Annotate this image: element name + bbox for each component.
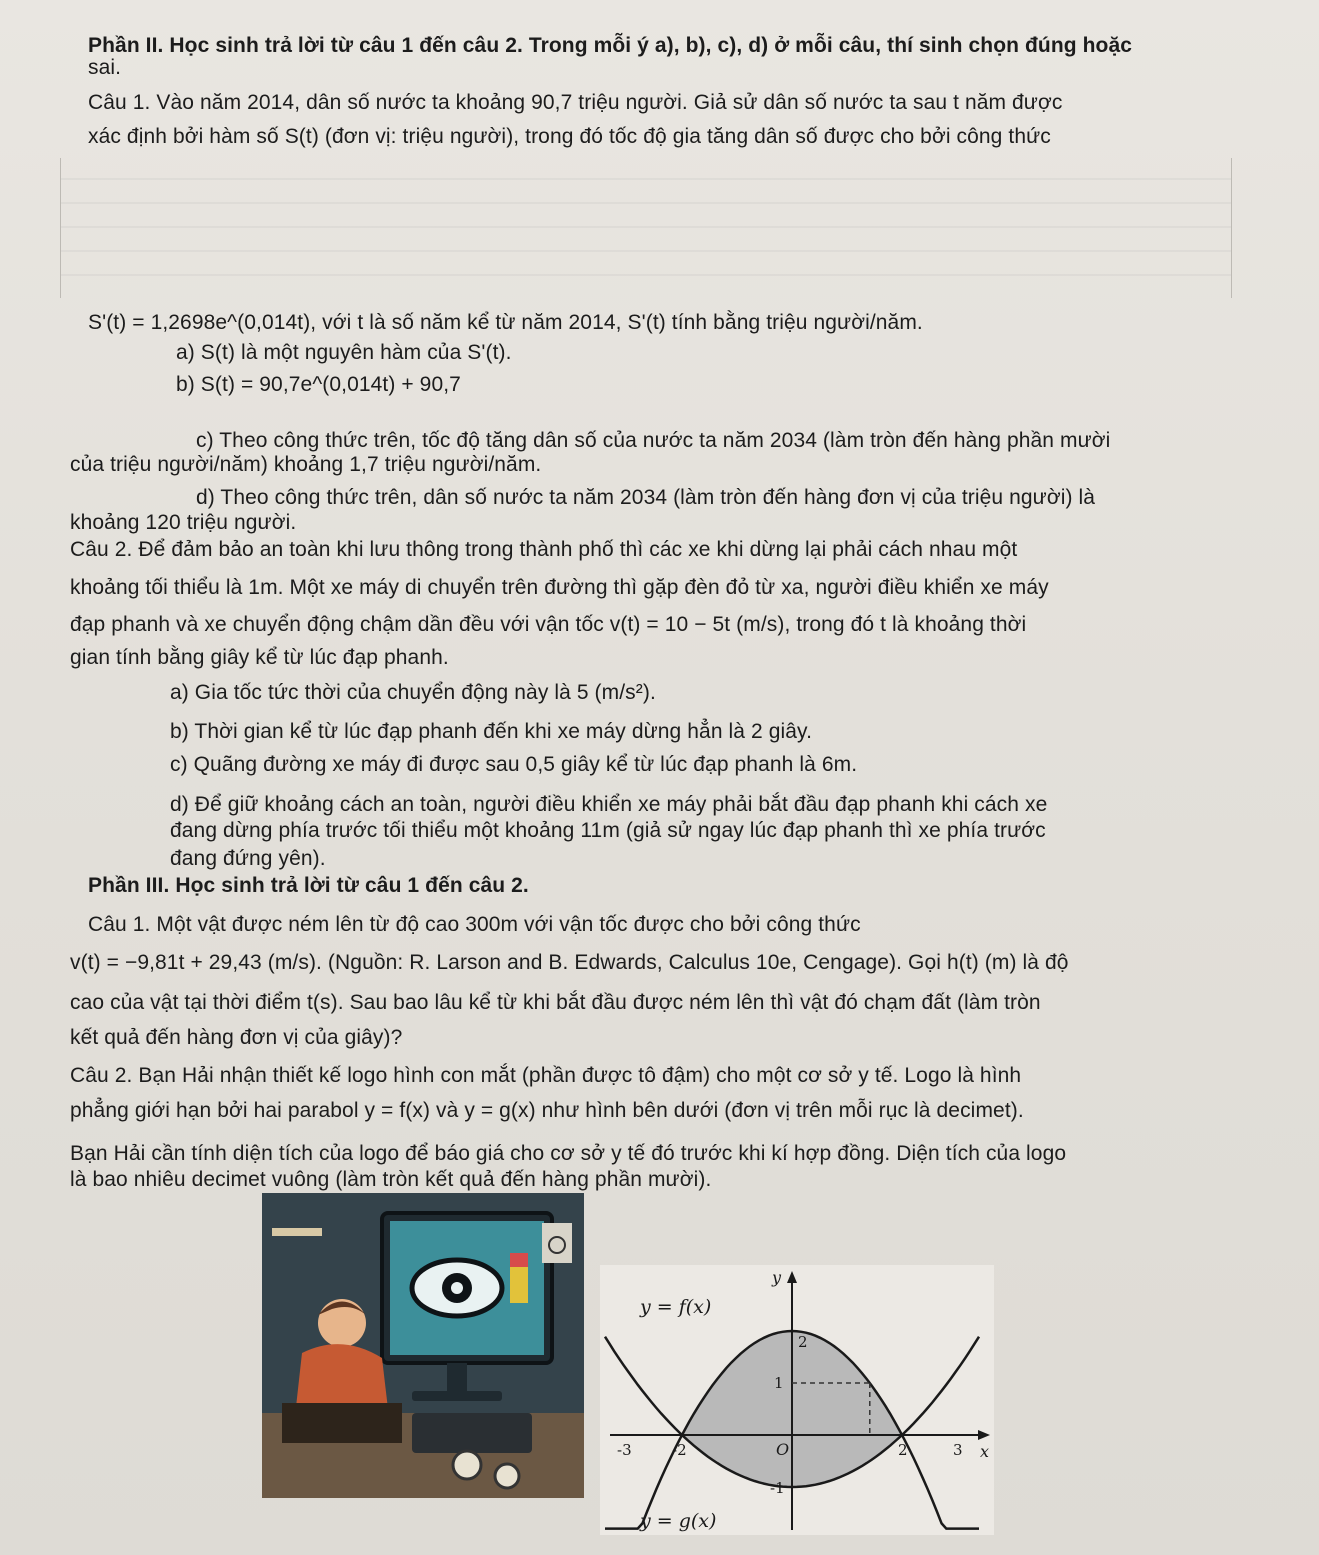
p2-q2-option-d-line2: đang dừng phía trước tối thiểu một khoảng 11m (giả sử ngay lúc đạp phanh thì xe phía trước bbox=[170, 819, 1046, 842]
p2-q1-line1: Câu 1. Vào năm 2014, dân số nước ta khoảng 90,7 triệu người. Giả sử dân số nước ta sau t năm được bbox=[88, 91, 1063, 114]
y-axis-label: y bbox=[772, 1268, 782, 1287]
illustration-drawing bbox=[262, 1193, 584, 1498]
p2-q1-option-a: a) S(t) là một nguyên hàm của S'(t). bbox=[176, 341, 512, 364]
f-curve-label: y = f(x) bbox=[640, 1296, 712, 1318]
p3-q2-line4: là bao nhiêu decimet vuông (làm tròn kết quả đến hàng phần mười). bbox=[70, 1168, 712, 1191]
p3-q1-line4: kết quả đến hàng đơn vị của giây)? bbox=[70, 1026, 403, 1049]
origin-label: O bbox=[776, 1440, 790, 1459]
p3-q1-line1: Câu 1. Một vật được ném lên từ độ cao 300m với vận tốc được cho bởi công thức bbox=[88, 913, 861, 936]
p2-q1-option-c-line1: c) Theo công thức trên, tốc độ tăng dân số của nước ta năm 2034 (làm tròn đến hàng phần mười bbox=[196, 429, 1111, 452]
p3-q2-line3: Bạn Hải cần tính diện tích của logo để báo giá cho cơ sở y tế đó trước khi kí hợp đồng. Diện tích của logo bbox=[70, 1142, 1067, 1165]
parabola-graph bbox=[600, 1265, 994, 1535]
tick-label-y-neg1: -1 bbox=[770, 1479, 785, 1497]
p2-q1-formula: S'(t) = 1,2698e^(0,014t), với t là số năm kể từ năm 2014, S'(t) tính bằng triệu người/năm. bbox=[88, 311, 923, 334]
p2-q1-option-d-line1: d) Theo công thức trên, dân số nước ta năm 2034 (làm tròn đến hàng đơn vị của triệu người) là bbox=[196, 486, 1096, 509]
graph-svg bbox=[600, 1265, 994, 1535]
p2-q1-option-b: b) S(t) = 90,7e^(0,014t) + 90,7 bbox=[176, 373, 461, 396]
p3-q1-line3: cao của vật tại thời điểm t(s). Sau bao lâu kể từ khi bắt đầu được ném lên thì vật đó chạm đất (làm tròn bbox=[70, 991, 1041, 1014]
p2-q2-line2: khoảng tối thiểu là 1m. Một xe máy di chuyển trên đường thì gặp đèn đỏ từ xa, người điều khiển xe máy bbox=[70, 576, 1049, 599]
tick-label-x-3: 3 bbox=[953, 1441, 963, 1459]
p2-q2-line3: đạp phanh và xe chuyển động chậm dần đều với vận tốc v(t) = 10 − 5t (m/s), trong đó t là khoảng thời bbox=[70, 613, 1027, 636]
p2-q2-option-c: c) Quãng đường xe máy đi được sau 0,5 giây kể từ lúc đạp phanh là 6m. bbox=[170, 753, 858, 776]
p2-q2-option-a: a) Gia tốc tức thời của chuyển động này là 5 (m/s²). bbox=[170, 681, 656, 704]
p2-q1-option-d-line2: khoảng 120 triệu người. bbox=[70, 511, 297, 534]
part2-heading: Phần II. Học sinh trả lời từ câu 1 đến câu 2. Trong mỗi ý a), b), c), d) ở mỗi câu, thí sinh chọn đúng hoặc bbox=[88, 34, 1133, 57]
x-axis-label: x bbox=[980, 1442, 990, 1461]
part2-heading-cont: sai. bbox=[88, 56, 122, 79]
p2-q2-option-d-line3: đang đứng yên). bbox=[170, 847, 326, 870]
designer-illustration bbox=[262, 1193, 584, 1498]
p3-q2-line2: phẳng giới hạn bởi hai parabol y = f(x) và y = g(x) như hình bên dưới (đơn vị trên mỗi rục là decimet). bbox=[70, 1099, 1024, 1122]
g-curve-label: y = g(x) bbox=[640, 1510, 717, 1532]
tick-label-x-neg2: -2 bbox=[672, 1441, 687, 1459]
tick-label-y-1: 1 bbox=[774, 1374, 784, 1392]
p2-q1-option-c-line2: của triệu người/năm) khoảng 1,7 triệu người/năm. bbox=[70, 453, 542, 476]
p2-q2-option-b: b) Thời gian kể từ lúc đạp phanh đến khi xe máy dừng hẳn là 2 giây. bbox=[170, 720, 813, 743]
p3-q1-line2: v(t) = −9,81t + 29,43 (m/s). (Nguồn: R. Larson and B. Edwards, Calculus 10e, Cengage). Gọi h(t) (m) là độ bbox=[70, 951, 1069, 974]
part3-heading: Phần III. Học sinh trả lời từ câu 1 đến câu 2. bbox=[88, 874, 529, 897]
p2-q2-option-d-line1: d) Để giữ khoảng cách an toàn, người điều khiển xe máy phải bắt đầu đạp phanh khi cách xe bbox=[170, 793, 1048, 816]
tick-label-x-neg3: -3 bbox=[617, 1441, 632, 1459]
tick-label-y-2: 2 bbox=[798, 1333, 808, 1351]
p3-q2-line1: Câu 2. Bạn Hải nhận thiết kế logo hình con mắt (phần được tô đậm) cho một cơ sở y tế. Logo là hình bbox=[70, 1064, 1022, 1087]
p2-q1-line2: xác định bởi hàm số S(t) (đơn vị: triệu người), trong đó tốc độ gia tăng dân số được cho bởi công thức bbox=[88, 125, 1051, 148]
p2-q2-line4: gian tính bằng giây kể từ lúc đạp phanh. bbox=[70, 646, 449, 669]
tick-label-x-2: 2 bbox=[898, 1441, 908, 1459]
p2-q2-line1: Câu 2. Để đảm bảo an toàn khi lưu thông trong thành phố thì các xe khi dừng lại phải cách nhau một bbox=[70, 538, 1018, 561]
formula-image-area bbox=[60, 158, 1232, 298]
